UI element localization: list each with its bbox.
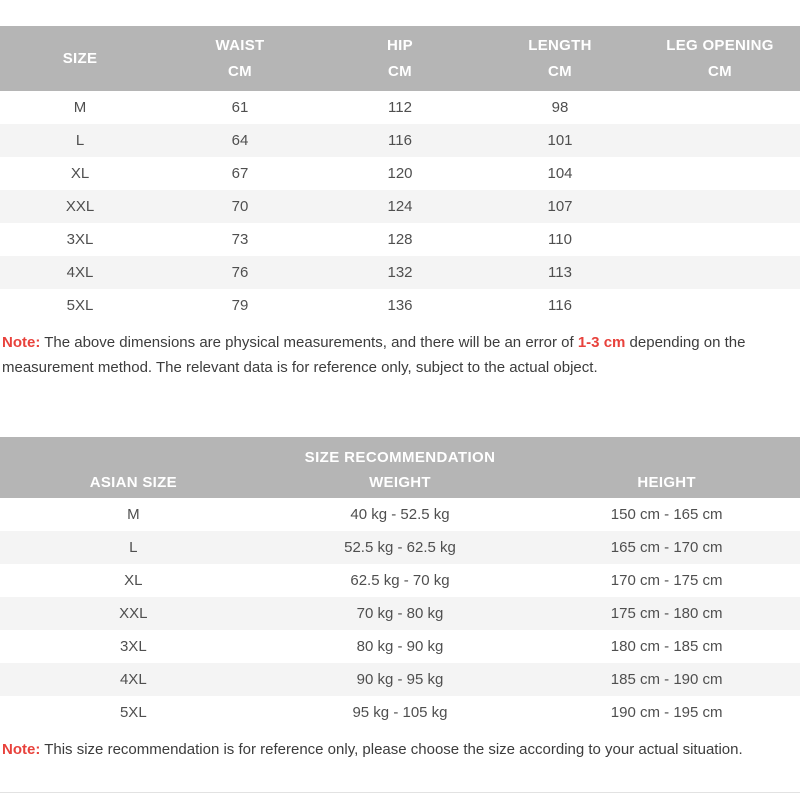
table-cell: 116 [388, 132, 412, 149]
column-header-weight: WEIGHT [369, 473, 431, 491]
column-unit: CM [708, 62, 732, 80]
table-row [0, 663, 800, 696]
column-unit: CM [228, 62, 252, 80]
table-cell: 120 [387, 165, 413, 182]
table-cell: 128 [387, 231, 413, 248]
table-cell: 116 [548, 297, 572, 314]
measurement-table-header [0, 26, 800, 91]
table-cell: XL [124, 572, 143, 589]
table-cell: M [73, 99, 87, 116]
table-cell: 5XL [66, 297, 94, 314]
column-header-height: HEIGHT [637, 473, 696, 491]
table-cell: 70 kg - 80 kg [356, 605, 444, 622]
column-header-leg-opening [640, 26, 800, 91]
table-cell: 64 [231, 132, 249, 149]
table-cell: 67 [231, 165, 249, 182]
table-cell: 170 cm - 175 cm [610, 572, 723, 589]
column-label: LEG OPENING [666, 37, 774, 55]
table-cell: 136 [387, 297, 413, 314]
table-cell: 4XL [119, 671, 147, 688]
table-row [0, 190, 800, 223]
recommendation-table-body [0, 498, 800, 729]
column-label: WAIST [215, 37, 265, 55]
column-header-waist [160, 26, 320, 91]
table-row [0, 630, 800, 663]
column-header-length [480, 26, 640, 91]
table-cell: 52.5 kg - 62.5 kg [344, 539, 456, 556]
table-cell: 79 [231, 297, 249, 314]
table-row [0, 289, 800, 322]
table-row [0, 157, 800, 190]
table-row [0, 531, 800, 564]
table-row [0, 124, 800, 157]
table-row [0, 223, 800, 256]
table-cell: 104 [547, 165, 573, 182]
recommendation-table [0, 437, 800, 729]
note-text: The above dimensions are physical measurements, and there will be an error of [40, 334, 578, 351]
table-cell: 3XL [119, 638, 147, 655]
table-cell: 95 kg - 105 kg [352, 704, 448, 721]
table-cell: 107 [547, 198, 573, 215]
table-cell: 112 [388, 99, 412, 116]
measurement-table [0, 26, 800, 322]
table-cell: 113 [548, 264, 572, 281]
column-header-size [0, 26, 160, 91]
table-row [0, 564, 800, 597]
note-highlight: 1-3 cm [577, 334, 626, 351]
table-cell: 62.5 kg - 70 kg [350, 572, 450, 589]
measurement-table-body [0, 91, 800, 322]
table-cell: 185 cm - 190 cm [610, 671, 723, 688]
table-cell: 101 [547, 132, 573, 149]
measurement-note [0, 322, 800, 380]
note-label: Note: [2, 334, 41, 351]
table-cell: 90 kg - 95 kg [356, 671, 444, 688]
table-cell: 190 cm - 195 cm [610, 704, 723, 721]
table-cell: 73 [231, 231, 249, 248]
table-cell: 180 cm - 185 cm [610, 638, 723, 655]
column-label: SIZE [62, 50, 98, 67]
column-label: HIP [387, 37, 413, 55]
table-cell: 5XL [119, 704, 147, 721]
table-row [0, 696, 800, 729]
table-row [0, 91, 800, 124]
table-row [0, 256, 800, 289]
table-cell: L [75, 132, 85, 149]
table-cell: 98 [551, 99, 569, 116]
table-cell: XXL [119, 605, 148, 622]
recommendation-table-header [0, 466, 800, 498]
bottom-divider [0, 792, 800, 793]
note-text: depending on the measurement method. The relevant data is for reference only, subject to the actual object. [2, 334, 746, 376]
table-cell: 110 [548, 231, 572, 248]
table-cell: 40 kg - 52.5 kg [350, 506, 450, 523]
table-cell: 70 [231, 198, 249, 215]
note-label: Note: [2, 741, 41, 758]
recommendation-note [0, 729, 800, 762]
column-header-asian-size: ASIAN SIZE [89, 473, 177, 491]
table-row [0, 597, 800, 630]
table-cell: 124 [387, 198, 413, 215]
column-label: LENGTH [528, 37, 592, 55]
table-cell: 61 [231, 99, 249, 116]
table-cell: 3XL [66, 231, 94, 248]
table-cell: 80 kg - 90 kg [356, 638, 444, 655]
table-cell: 76 [231, 264, 249, 281]
table-cell: 132 [387, 264, 413, 281]
column-unit: CM [388, 62, 412, 80]
table-cell: 4XL [66, 264, 94, 281]
table-row [0, 498, 800, 531]
table-cell: XL [70, 165, 90, 182]
table-cell: 150 cm - 165 cm [610, 506, 723, 523]
table-cell: 175 cm - 180 cm [610, 605, 723, 622]
table-cell: L [129, 539, 138, 556]
table-cell: 165 cm - 170 cm [610, 539, 723, 556]
recommendation-table-title: SIZE RECOMMENDATION [0, 437, 800, 466]
column-unit: CM [548, 62, 572, 80]
table-cell: M [127, 506, 140, 523]
note-text: This size recommendation is for reference only, please choose the size according to your actual situation. [40, 741, 743, 758]
column-header-hip [320, 26, 480, 91]
table-cell: XXL [65, 198, 95, 215]
